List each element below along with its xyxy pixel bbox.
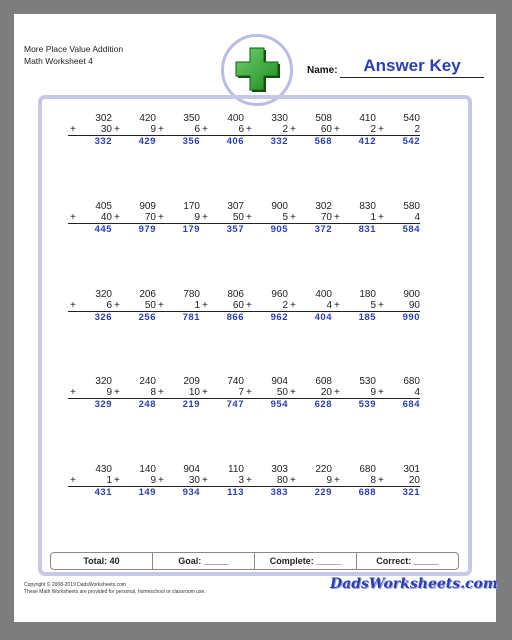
addend-bottom: 30: [188, 475, 200, 486]
problem: [112, 289, 156, 324]
addend-top: 302: [95, 113, 112, 124]
addend-top: 350: [183, 113, 200, 124]
addend-top: 320: [95, 289, 112, 300]
addend-top: 303: [271, 464, 288, 475]
addend-top: 302: [315, 201, 332, 212]
addend-top: 540: [403, 113, 420, 124]
problem: [68, 376, 112, 411]
answer: 185: [358, 312, 376, 323]
plus-sign: +: [202, 300, 208, 311]
addend-bottom: 50: [276, 387, 288, 398]
addend-bottom: 70: [144, 212, 156, 223]
answer: 326: [94, 312, 112, 323]
answer: 781: [182, 312, 200, 323]
name-label: Name:: [307, 65, 338, 76]
addend-top: 140: [139, 464, 156, 475]
problem: [112, 113, 156, 148]
answer: 219: [182, 399, 200, 410]
addend-bottom: 9: [150, 475, 156, 486]
addend-top: 430: [95, 464, 112, 475]
answer: 584: [402, 224, 420, 235]
plus-sign: +: [290, 475, 296, 486]
answer: 229: [314, 487, 332, 498]
addend-bottom: 5: [282, 212, 288, 223]
answer: 962: [270, 312, 288, 323]
addend-top: 405: [95, 201, 112, 212]
addend-bottom: 3: [238, 475, 244, 486]
plus-sign: +: [158, 475, 164, 486]
answer: 406: [226, 136, 244, 147]
problem: [68, 289, 112, 324]
answer: 149: [138, 487, 156, 498]
plus-sign: +: [158, 387, 164, 398]
addend-top: 608: [315, 376, 332, 387]
answer: 990: [402, 312, 420, 323]
addend-bottom: 9: [194, 212, 200, 223]
plus-sign: +: [246, 124, 252, 135]
problem: [156, 201, 200, 236]
addend-top: 410: [359, 113, 376, 124]
answer: 404: [314, 312, 332, 323]
problem: [288, 464, 332, 499]
problem: [376, 201, 420, 236]
plus-sign: +: [114, 300, 120, 311]
score-footer: [50, 552, 459, 570]
answer: 866: [226, 312, 244, 323]
plus-sign: +: [70, 300, 76, 311]
answer: 934: [182, 487, 200, 498]
problem: [332, 201, 376, 236]
problem: [244, 113, 288, 148]
problem: [376, 464, 420, 499]
plus-sign: +: [334, 212, 340, 223]
problem: [244, 464, 288, 499]
addend-bottom: 6: [194, 124, 200, 135]
problem: [376, 113, 420, 148]
addend-bottom: 20: [408, 475, 420, 486]
goal-field[interactable]: Goal: _____: [153, 553, 255, 569]
plus-sign: +: [378, 124, 384, 135]
worksheet-subtitle: Math Worksheet 4: [24, 56, 93, 66]
addend-top: 680: [403, 376, 420, 387]
addend-top: 209: [183, 376, 200, 387]
plus-sign: +: [378, 212, 384, 223]
addend-top: 780: [183, 289, 200, 300]
addend-bottom: 80: [276, 475, 288, 486]
plus-sign: +: [114, 124, 120, 135]
addend-bottom: 60: [320, 124, 332, 135]
addend-bottom: 9: [150, 124, 156, 135]
answer: 954: [270, 399, 288, 410]
plus-sign: +: [246, 475, 252, 486]
problem: [332, 464, 376, 499]
addend-bottom: 20: [320, 387, 332, 398]
answer: 684: [402, 399, 420, 410]
answer: 431: [94, 487, 112, 498]
answer-key-field[interactable]: Answer Key: [340, 56, 484, 78]
problem: [288, 201, 332, 236]
problem: [376, 376, 420, 411]
plus-sign: +: [334, 475, 340, 486]
addend-bottom: 30: [100, 124, 112, 135]
addend-bottom: 4: [326, 300, 332, 311]
plus-sign: +: [378, 300, 384, 311]
plus-sign: +: [246, 387, 252, 398]
problem: [200, 289, 244, 324]
plus-sign: +: [70, 124, 76, 135]
addend-top: 806: [227, 289, 244, 300]
plus-sign: +: [70, 387, 76, 398]
addend-bottom: 2: [414, 124, 420, 135]
addend-bottom: 9: [326, 475, 332, 486]
answer: 412: [358, 136, 376, 147]
answer: 383: [270, 487, 288, 498]
addend-bottom: 5: [370, 300, 376, 311]
answer: 542: [402, 136, 420, 147]
addend-top: 680: [359, 464, 376, 475]
addend-top: 900: [403, 289, 420, 300]
addend-bottom: 8: [370, 475, 376, 486]
addend-bottom: 9: [370, 387, 376, 398]
addend-top: 830: [359, 201, 376, 212]
addend-top: 400: [315, 289, 332, 300]
answer: 372: [314, 224, 332, 235]
problems-frame: [38, 95, 472, 576]
addend-top: 220: [315, 464, 332, 475]
addend-top: 909: [139, 201, 156, 212]
plus-sign: +: [378, 475, 384, 486]
problem: [288, 376, 332, 411]
plus-sign: +: [114, 212, 120, 223]
addend-bottom: 8: [150, 387, 156, 398]
plus-sign: +: [290, 387, 296, 398]
addend-bottom: 60: [232, 300, 244, 311]
addend-top: 580: [403, 201, 420, 212]
addend-top: 740: [227, 376, 244, 387]
complete-field[interactable]: Complete: _____: [255, 553, 357, 569]
problem: [200, 464, 244, 499]
total-count: Total: 40: [51, 553, 153, 569]
addend-bottom: 2: [282, 124, 288, 135]
addend-top: 900: [271, 201, 288, 212]
problem: [244, 289, 288, 324]
plus-sign: +: [334, 387, 340, 398]
answer: 831: [358, 224, 376, 235]
brand-logo: DadsWorksheets.com: [330, 576, 498, 592]
problem: [332, 289, 376, 324]
answer: 321: [402, 487, 420, 498]
addend-bottom: 50: [232, 212, 244, 223]
addend-top: 320: [95, 376, 112, 387]
plus-sign: +: [334, 124, 340, 135]
addend-bottom: 4: [414, 212, 420, 223]
addend-bottom: 90: [408, 300, 420, 311]
plus-sign: +: [246, 212, 252, 223]
plus-sign: +: [202, 387, 208, 398]
addend-bottom: 50: [144, 300, 156, 311]
addend-top: 508: [315, 113, 332, 124]
addend-bottom: 6: [106, 300, 112, 311]
answer: 539: [358, 399, 376, 410]
answer: 329: [94, 399, 112, 410]
problem: [200, 113, 244, 148]
problem: [112, 201, 156, 236]
addend-top: 170: [183, 201, 200, 212]
problem: [112, 376, 156, 411]
problem: [288, 113, 332, 148]
addend-bottom: 70: [320, 212, 332, 223]
addend-bottom: 40: [100, 212, 112, 223]
plus-sign: +: [290, 124, 296, 135]
plus-sign: +: [202, 124, 208, 135]
addend-bottom: 4: [414, 387, 420, 398]
plus-sign: +: [70, 212, 76, 223]
plus-sign: +: [290, 212, 296, 223]
addend-top: 960: [271, 289, 288, 300]
problem: [200, 201, 244, 236]
answer: 979: [138, 224, 156, 235]
problem: [288, 289, 332, 324]
addend-top: 904: [183, 464, 200, 475]
answer: 445: [94, 224, 112, 235]
answer: 179: [182, 224, 200, 235]
green-plus-icon: [224, 37, 290, 103]
addend-bottom: 6: [238, 124, 244, 135]
problem: [332, 376, 376, 411]
problem: [68, 464, 112, 499]
problem: [156, 113, 200, 148]
plus-sign: +: [334, 300, 340, 311]
answer: 747: [226, 399, 244, 410]
answer: 568: [314, 136, 332, 147]
addend-top: 530: [359, 376, 376, 387]
addend-top: 420: [139, 113, 156, 124]
addend-top: 307: [227, 201, 244, 212]
plus-sign: +: [202, 212, 208, 223]
answer: 357: [226, 224, 244, 235]
plus-sign: +: [158, 212, 164, 223]
plus-sign: +: [290, 300, 296, 311]
answer: 256: [138, 312, 156, 323]
answer: 628: [314, 399, 332, 410]
usage-line: These Math Worksheets are provided for personal, homeschool or classroom use.: [24, 589, 206, 595]
addend-top: 904: [271, 376, 288, 387]
plus-sign: +: [114, 387, 120, 398]
addend-top: 180: [359, 289, 376, 300]
addend-top: 330: [271, 113, 288, 124]
problem: [68, 113, 112, 148]
worksheet-title: More Place Value Addition: [24, 44, 124, 54]
addend-bottom: 1: [370, 212, 376, 223]
addend-bottom: 1: [194, 300, 200, 311]
answer: 429: [138, 136, 156, 147]
problem: [68, 201, 112, 236]
answer: 332: [94, 136, 112, 147]
answer: 356: [182, 136, 200, 147]
problem: [156, 464, 200, 499]
addend-top: 110: [228, 464, 244, 475]
addend-bottom: 2: [282, 300, 288, 311]
addend-bottom: 1: [106, 475, 112, 486]
plus-sign: +: [202, 475, 208, 486]
addend-top: 206: [139, 289, 156, 300]
addend-bottom: 2: [370, 124, 376, 135]
addend-bottom: 10: [188, 387, 200, 398]
problem: [376, 289, 420, 324]
addend-bottom: 7: [238, 387, 244, 398]
plus-sign: +: [158, 300, 164, 311]
addend-top: 400: [227, 113, 244, 124]
plus-sign: +: [114, 475, 120, 486]
problem: [156, 376, 200, 411]
problem: [112, 464, 156, 499]
addend-top: 240: [139, 376, 156, 387]
addend-top: 301: [403, 464, 420, 475]
addend-bottom: 9: [106, 387, 112, 398]
correct-field[interactable]: Correct: _____: [376, 556, 439, 566]
answer: 332: [270, 136, 288, 147]
copyright-line: Copyright © 2008-2019 DadsWorksheets.com: [24, 582, 126, 588]
plus-sign: +: [246, 300, 252, 311]
problem: [244, 201, 288, 236]
answer: 248: [138, 399, 156, 410]
plus-sign: +: [70, 475, 76, 486]
answer: 688: [358, 487, 376, 498]
answer: 905: [270, 224, 288, 235]
problem: [156, 289, 200, 324]
plus-sign: +: [158, 124, 164, 135]
problem: [332, 113, 376, 148]
plus-sign: +: [378, 387, 384, 398]
answer: 113: [227, 487, 244, 498]
problem: [200, 376, 244, 411]
problem: [244, 376, 288, 411]
